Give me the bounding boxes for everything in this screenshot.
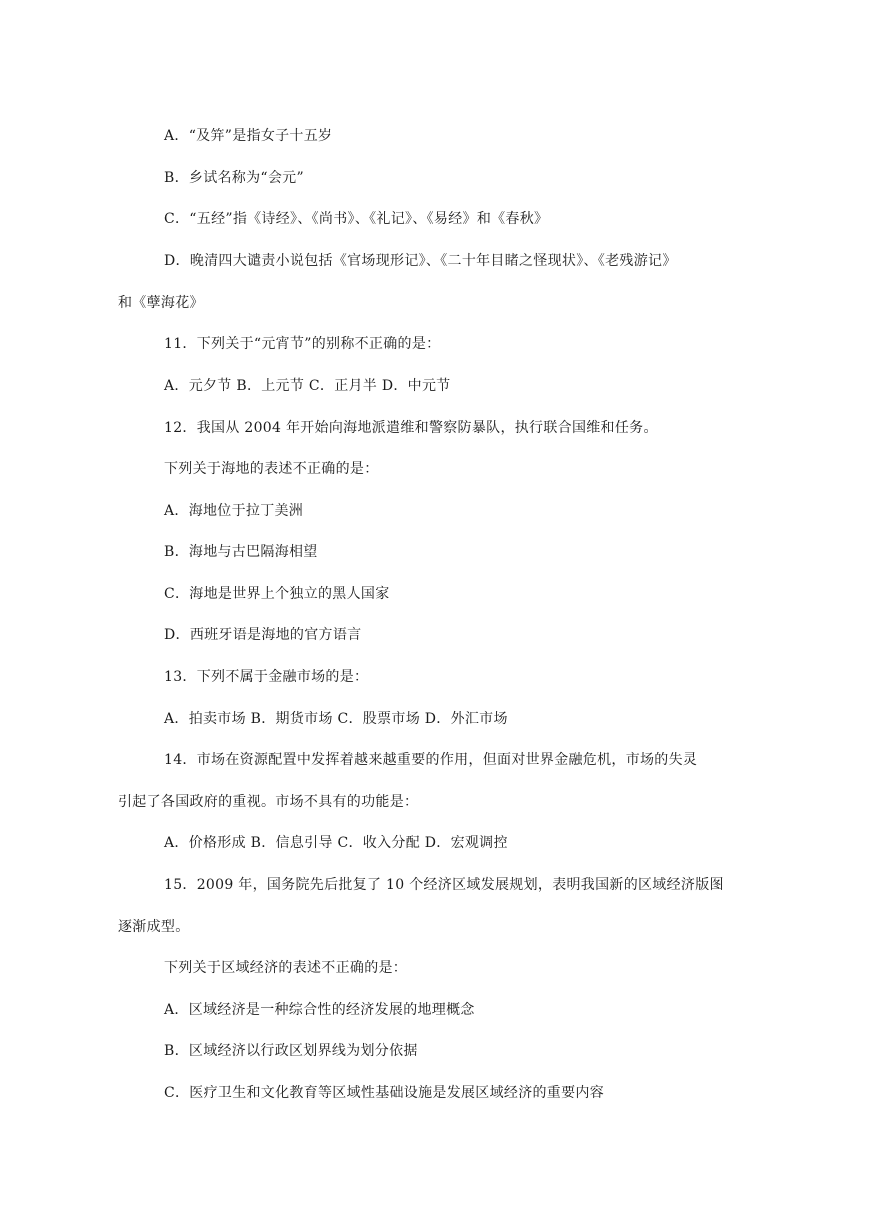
continuation-line: 和《孽海花》 [118,295,204,311]
question-line: 12．我国从 2004 年开始向海地派遣维和警察防暴队，执行联合国维和任务。 [164,420,658,436]
option-line: B．区域经济以行政区划界线为划分依据 [164,1043,418,1059]
option-line: C．医疗卫生和文化教育等区域性基础设施是发展区域经济的重要内容 [164,1085,605,1101]
question-line: 下列关于区域经济的表述不正确的是： [164,960,408,976]
option-line: A．海地位于拉丁美洲 [164,503,304,519]
option-line: A．区域经济是一种综合性的经济发展的地理概念 [164,1002,475,1018]
option-line: A．价格形成 B．信息引导 C．收入分配 D．宏观调控 [164,835,508,851]
option-line: A．拍卖市场 B．期货市场 C．股票市场 D．外汇市场 [164,711,508,727]
option-line: B．海地与古巴隔海相望 [164,544,318,560]
option-line: D．西班牙语是海地的官方语言 [164,627,362,643]
question-line: 13．下列不属于金融市场的是： [164,669,369,685]
question-line: 下列关于海地的表述不正确的是： [164,461,379,477]
option-line: D．晚清四大谴责小说包括《官场现形记》、《二十年目睹之怪现状》、《老残游记》 [164,253,677,269]
option-line: C．海地是世界上个独立的黑人国家 [164,586,390,602]
option-line: C．“五经”指《诗经》、《尚书》、《礼记》、《易经》和《春秋》 [164,211,549,227]
question-line: 14．市场在资源配置中发挥着越来越重要的作用，但面对世界金融危机，市场的失灵 [164,752,698,768]
option-line: A．元夕节 B．上元节 C．正月半 D．中元节 [164,378,451,394]
option-line: B．乡试名称为“会元” [164,170,304,186]
continuation-line: 引起了各国政府的重视。市场不具有的功能是： [118,794,419,810]
question-line: 15．2009 年，国务院先后批复了 10 个经济区域发展规划，表明我国新的区域经济版图 [164,877,724,893]
question-line: 11．下列关于“元宵节”的别称不正确的是： [164,336,441,352]
option-line: A．“及笄”是指女子十五岁 [164,128,333,144]
continuation-line: 逐渐成型。 [118,919,190,935]
